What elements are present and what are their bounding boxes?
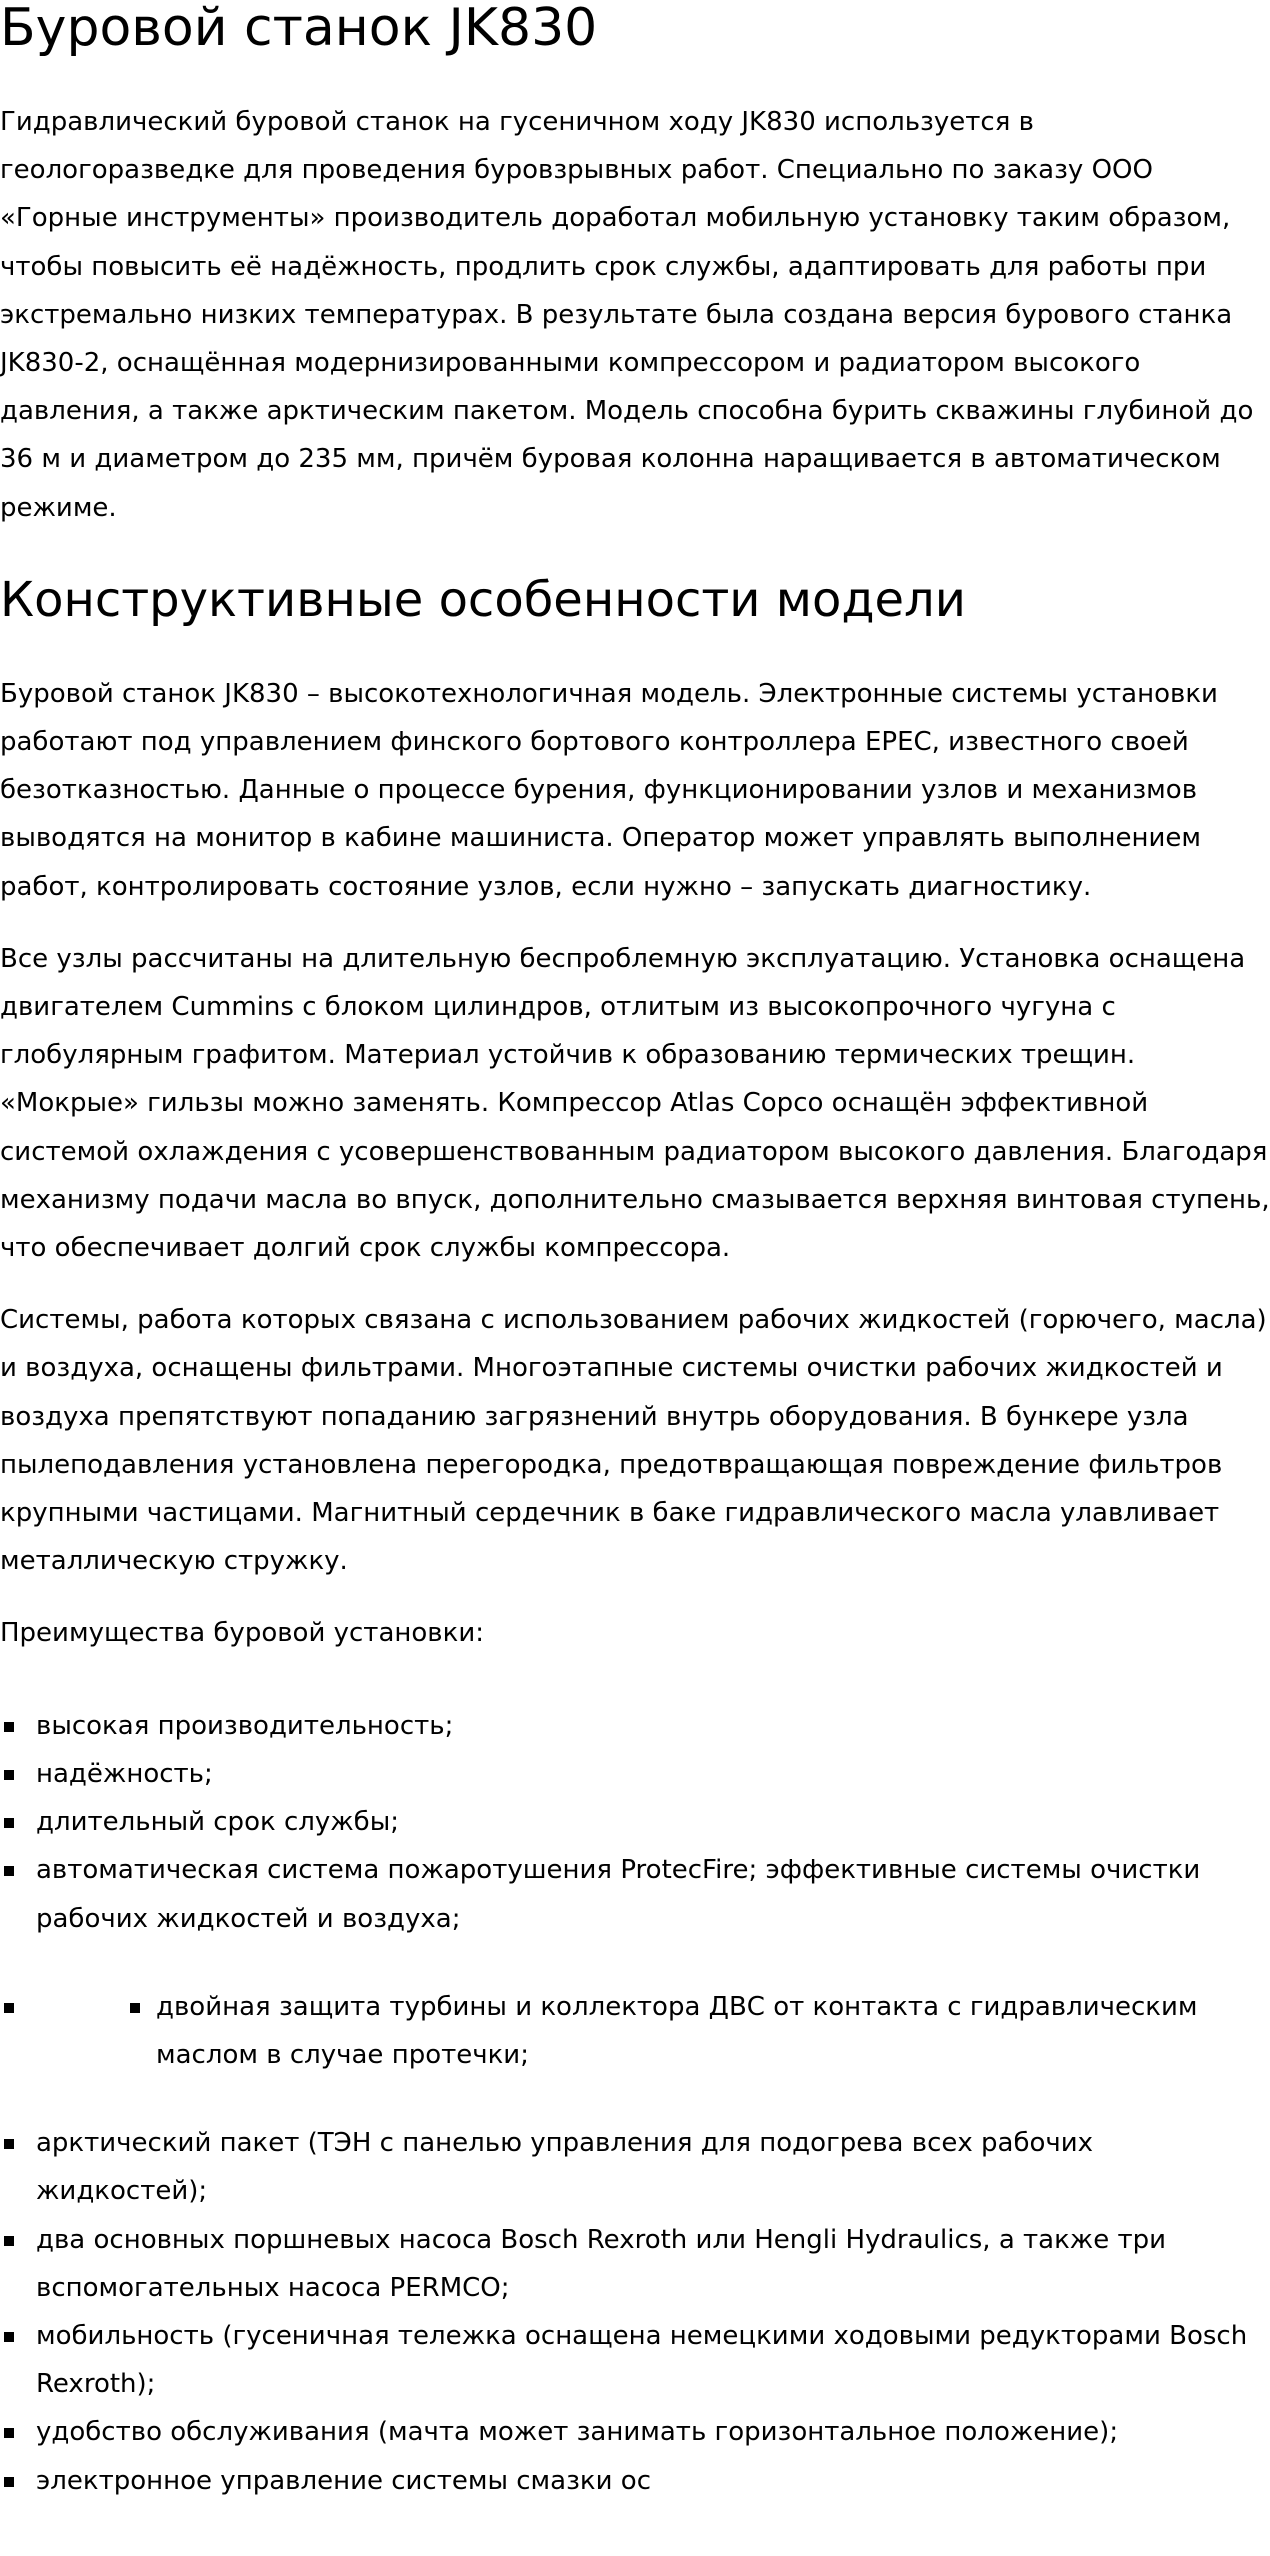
list-item-text: длительный срок службы;: [36, 1807, 399, 1838]
list-item: [0, 1750, 1270, 1798]
list-item-text: два основных поршневых насоса Bosch Rexroth или Hengli Hydraulics, а также три вспомогательных насоса PERMCO;: [36, 2224, 1167, 2303]
list-item-text: электронное управление системы смазки ос: [36, 2465, 651, 2496]
list-item: [0, 2119, 1270, 2215]
bullet-icon: [4, 2236, 14, 2246]
list-item: [0, 1846, 1270, 1942]
page-title: Буровой станок JK830: [0, 0, 598, 58]
list-item: [0, 1798, 1270, 1846]
bullet-icon: [4, 1818, 14, 1828]
paragraph-engine: Все узлы рассчитаны на длительную беспроблемную эксплуатацию. Установка оснащена двигателем Cummins с блоком цилиндров, отлитым из высокопрочного чугуна с глобулярным графитом. Материал устойчив к образованию термических трещин. «Мокрые» гильзы можно заменять. Компрессор Atlas Copco оснащён эффективной системой охлаждения с усовершенствованным радиатором высокого давления. Благодаря механизму подачи масла во впуск, дополнительно смазывается верхняя винтовая ступень, что обеспечивает долгий срок службы компрессора.: [0, 943, 1270, 1264]
paragraph-filters: Системы, работа которых связана с использованием рабочих жидкостей (горючего, масла) и воздуха, оснащены фильтрами. Многоэтапные системы очистки рабочих жидкостей и воздуха препятствуют попаданию загрязнений внутрь оборудования. В бункере узла пылеподавления установлена перегородка, предотвращающая повреждение фильтров крупными частицами. Магнитный сердечник в баке гидравлического масла улавливает металлическую стружку.: [0, 1305, 1267, 1577]
list-item-nested-container: [0, 1983, 1270, 2079]
section-heading: Конструктивные особенности модели: [0, 571, 966, 628]
bullet-icon: [4, 2428, 14, 2438]
intro-paragraph: Гидравлический буровой станок на гусеничном ходу JK830 используется в геологоразведке для проведения буровзрывных работ. Специально по заказу ООО «Горные инструменты» производитель доработал мобильную установку таким образом, чтобы повысить её надёжность, продлить срок службы, адаптировать для работы при экстремально низких температурах. В результате была создана версия бурового станка JK830-2, оснащённая модернизированными компрессором и радиатором высокого давления, а также арктическим пакетом. Модель способна бурить скважины глубиной до 36 м и диаметром до 235 мм, причём буровая колонна наращивается в автоматическом режиме.: [0, 107, 1254, 523]
list-item: [0, 2312, 1270, 2408]
bullet-icon: [4, 1770, 14, 1780]
bullet-icon: [4, 2477, 14, 2487]
paragraph-controller: Буровой станок JK830 – высокотехнологичная модель. Электронные системы установки работают под управлением финского бортового контроллера EPEC, известного своей безотказностью. Данные о процессе бурения, функционировании узлов и механизмов выводятся на монитор в кабине машиниста. Оператор может управлять выполнением работ, контролировать состояние узлов, если нужно – запускать диагностику.: [0, 678, 1218, 902]
advantages-list: [0, 1702, 1270, 2505]
list-item-text: двойная защита турбины и коллектора ДВС от контакта с гидравлическим маслом в случае протечки;: [156, 1991, 1198, 2070]
list-item-text: удобство обслуживания (мачта может занимать горизонтальное положение);: [36, 2417, 1119, 2448]
list-item: [0, 2457, 1270, 2505]
list-item-text: высокая производительность;: [36, 1710, 454, 1741]
bullet-icon: [4, 2003, 14, 2013]
list-item: [0, 1702, 1270, 1750]
nested-list: [36, 1983, 1270, 2079]
list-item-text: надёжность;: [36, 1758, 213, 1789]
bullet-icon: [4, 1866, 14, 1876]
list-item-text: автоматическая система пожаротушения ProtecFire; эффективные системы очистки рабочих жидкостей и воздуха;: [36, 1855, 1201, 1934]
nested-list-item: [36, 1983, 1270, 2079]
list-item: [0, 2408, 1270, 2456]
list-item-text: мобильность (гусеничная тележка оснащена немецкими ходовыми редукторами Bosch Rexroth);: [36, 2320, 1248, 2400]
bullet-icon: [4, 1722, 14, 1732]
list-item: [0, 2216, 1270, 2312]
bullet-icon: [4, 2139, 14, 2149]
advantages-label: Преимущества буровой установки:: [0, 1618, 484, 1649]
bullet-icon: [130, 2003, 140, 2013]
list-item-text: арктический пакет (ТЭН с панелью управления для подогрева всех рабочих жидкостей);: [36, 2128, 1094, 2207]
bullet-icon: [4, 2332, 14, 2342]
